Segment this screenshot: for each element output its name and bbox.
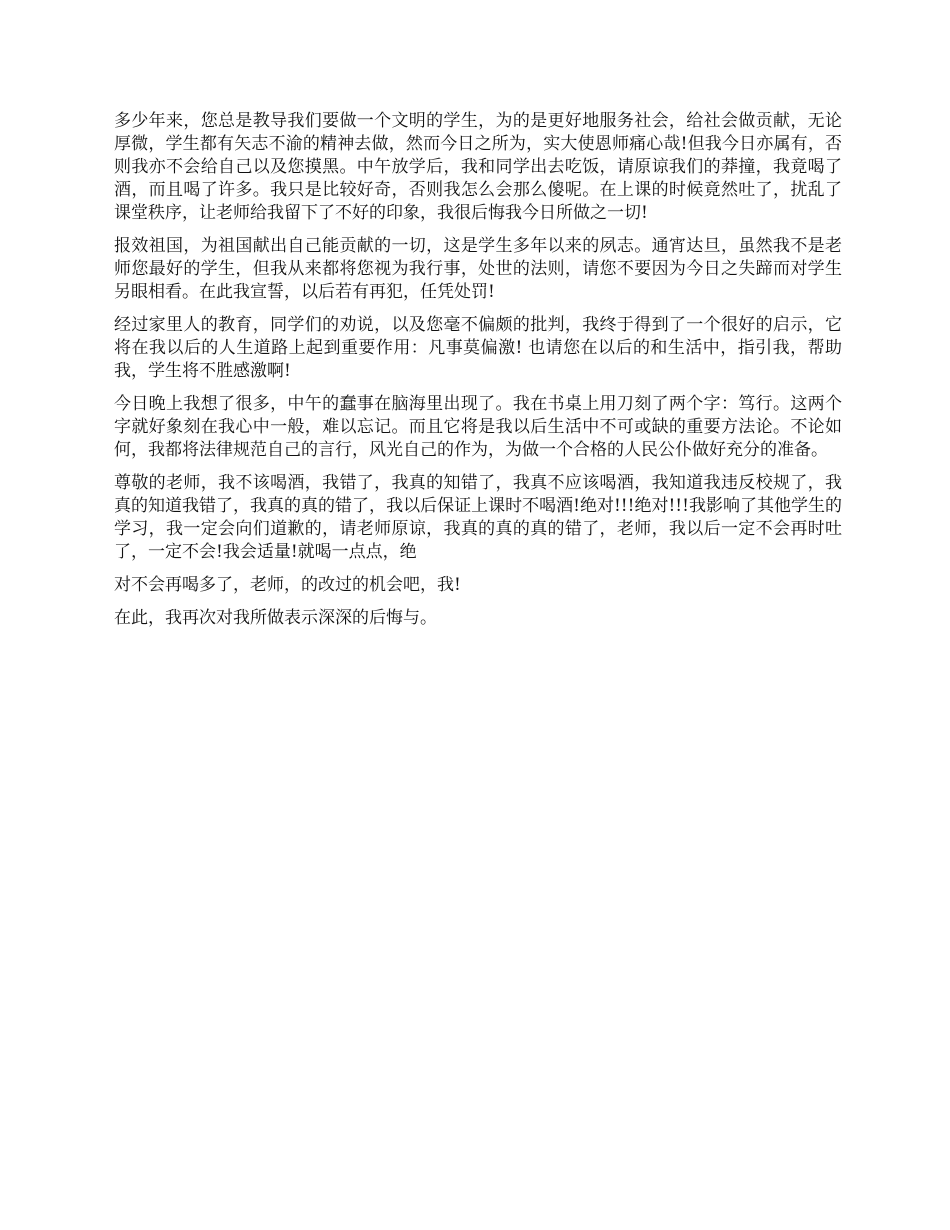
paragraph-2: 报效祖国，为祖国献出自己能贡献的一切，这是学生多年以来的夙志。通宵达旦，虽然我不是老师您最好的学生，但我从来都将您视为我行事，处世的法则，请您不要因为今日之失蹄而对学生另眼相看。在此我宣誓，以后若有再犯，任凭处罚!	[114, 236, 842, 302]
document-body	[114, 110, 842, 640]
paragraph-3: 经过家里人的教育，同学们的劝说，以及您毫不偏颇的批判，我终于得到了一个很好的启示，它将在我以后的人生道路上起到重要作用：凡事莫偏激! 也请您在以后的和生活中，指引我，帮助我，学生将不胜感激啊!	[114, 315, 842, 381]
paragraph-1: 多少年来，您总是教导我们要做一个文明的学生，为的是更好地服务社会，给社会做贡献，无论厚微，学生都有矢志不渝的精神去做，然而今日之所为，实大使恩师痛心哉!但我今日亦属有，否则我亦不会给自己以及您摸黑。中午放学后，我和同学出去吃饭，请原谅我们的莽撞，我竟喝了酒，而且喝了许多。我只是比较好奇，否则我怎么会那么傻呢。在上课的时候竟然吐了，扰乱了课堂秩序，让老师给我留下了不好的印象，我很后悔我今日所做之一切!	[114, 111, 842, 223]
paragraph-5: 尊敬的老师，我不该喝酒，我错了，我真的知错了，我真不应该喝酒，我知道我违反校规了，我真的知道我错了，我真的真的错了，我以后保证上课时不喝酒!绝对!!!绝对!!!我影响了其他学生的学习，我一定会向们道歉的，请老师原谅，我真的真的真的错了，老师，我以后一定不会再时吐了，一定不会!我会适量!就喝一点点，绝	[114, 473, 842, 562]
paragraph-6: 对不会再喝多了，老师，的改过的机会吧，我!	[114, 575, 461, 595]
paragraph-4: 今日晚上我想了很多，中午的蠢事在脑海里出现了。我在书桌上用刀刻了两个字：笃行。这两个字就好象刻在我心中一般，难以忘记。而且它将是我以后生活中不可或缺的重要方法论。不论如何，我都将法律规范自己的言行，风光自己的作为，为做一个合格的人民公仆做好充分的准备。	[114, 394, 842, 460]
paragraph-7: 在此，我再次对我所做表示深深的后悔与。	[114, 608, 437, 628]
